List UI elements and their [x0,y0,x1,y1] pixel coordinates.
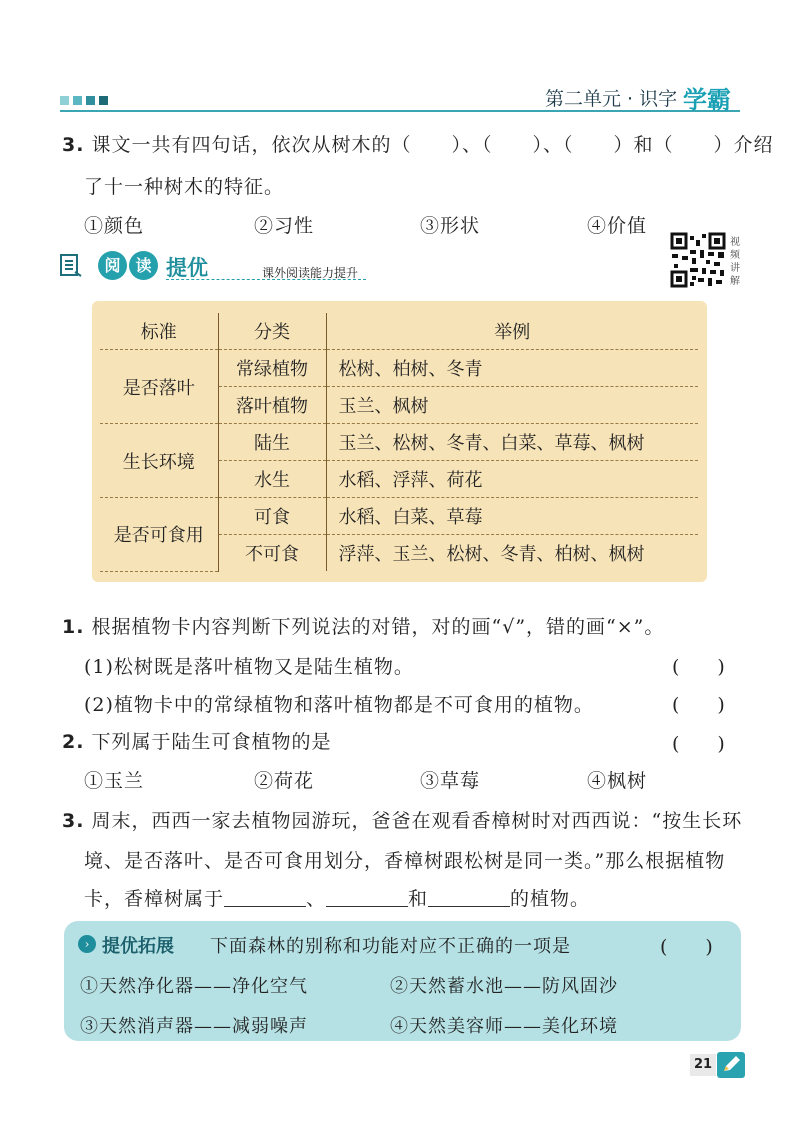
option-2: ②习性 [254,215,315,237]
option-3: ③形状 [420,215,481,237]
table-header: 标准 [100,313,218,350]
extension-option-1: ①天然净化器——净化空气 [80,976,308,997]
option-4: ④枫树 [587,770,648,792]
category-cell: 陆生 [218,424,326,461]
option-4: ④价值 [587,215,648,237]
answer-blank[interactable]: ( ) [672,694,725,716]
question-text: 、 [306,888,327,910]
criterion-cell: 生长环境 [100,424,218,498]
question-text: 根据植物卡内容判断下列说法的对错，对的画“√”，错的画“×”。 [91,616,665,638]
question-number: 1. [62,616,85,638]
reading-badge-char1: 阅 [98,251,127,280]
pencil-icon [717,1052,745,1078]
fill-blank[interactable] [428,888,510,907]
question-number: 2. [62,731,85,753]
option-2: ②荷花 [254,770,315,792]
reading-underline [166,279,366,280]
examples-cell: 浮萍、玉兰、松树、冬青、柏树、枫树 [338,544,645,565]
answer-blank[interactable]: ( ) [672,656,725,678]
extension-option-3: ③天然消声器——减弱噪声 [80,1016,308,1037]
arrow-icon: › [78,935,96,953]
plant-table [100,313,698,572]
reading-badge-strong: 提优 [166,256,208,280]
question-3-top-line2: 了十一种树木的特征。 [84,176,285,198]
header-decoration [60,96,108,105]
question-text: 课文一共有四句话，依次从树木的（ ）、（ ）、（ ）和（ ）介绍 [91,134,774,156]
category-cell: 水生 [218,461,326,498]
examples-cell: 松树、柏树、冬青 [326,350,698,387]
examples-cell: 玉兰、枫树 [326,387,698,424]
question-1-item-1: (1)松树既是落叶植物又是陆生植物。 [84,656,414,678]
question-text: 周末，西西一家去植物园游玩，爸爸在观看香樟树时对西西说：“按生长环 [91,810,743,832]
brand-logo: 学霸 [683,86,731,114]
extension-stem: 下面森林的别称和功能对应不正确的一项是 [210,936,571,957]
examples-cell: 水稻、浮萍、荷花 [326,461,698,498]
question-3-line2: 境、是否落叶、是否可食用划分，香樟树跟松树是同一类。”那么根据植物 [84,850,726,872]
table-header: 分类 [218,313,326,350]
fill-blank[interactable] [326,888,408,907]
question-2 [62,727,332,754]
category-cell: 落叶植物 [218,387,326,424]
question-1 [62,612,664,639]
criterion-cell: 是否落叶 [100,350,218,424]
option-1: ①颜色 [84,215,145,237]
category-cell: 不可食 [218,535,326,572]
table-row [100,350,698,387]
qr-code-icon[interactable] [670,232,726,288]
reading-badge-char2: 读 [129,251,158,280]
examples-cell: 玉兰、松树、冬青、白菜、草莓、枫树 [326,424,698,461]
examples-cell: 水稻、白菜、草莓 [326,498,698,535]
question-3-top-line1 [62,130,774,157]
question-text: 和 [408,888,429,910]
question-3 [62,806,742,833]
question-text: 卡，香樟树属于 [84,888,225,910]
answer-blank[interactable]: ( ) [672,733,725,755]
reading-list-icon [60,254,82,278]
extension-option-4: ④天然美容师——美化环境 [390,1016,618,1037]
reading-subtitle: 课外阅读能力提升 [262,266,359,280]
question-1-item-2: (2)植物卡中的常绿植物和落叶植物都是不可食用的植物。 [84,694,594,716]
category-cell: 常绿植物 [218,350,326,387]
question-number: 3. [62,134,85,156]
qr-caption: 视频讲解 [730,237,740,287]
table-header-row [100,313,698,350]
option-3: ③草莓 [420,770,481,792]
question-number: 3. [62,810,85,832]
extension-option-2: ②天然蓄水池——防风固沙 [390,976,618,997]
fill-blank[interactable] [224,888,306,907]
question-text: 下列属于陆生可食植物的是 [91,731,332,753]
page-number: 21 [690,1054,716,1076]
extension-tag: 提优拓展 [102,936,174,957]
section-title: 第二单元 · 识字 [545,88,678,110]
question-3-line3 [84,884,590,911]
option-1: ①玉兰 [84,770,145,792]
criterion-cell: 是否可食用 [100,498,218,572]
category-cell: 可食 [218,498,326,535]
table-row [100,498,698,535]
table-row [100,424,698,461]
answer-blank[interactable]: ( ) [660,936,713,958]
table-header: 举例 [326,313,698,350]
question-text: 的植物。 [510,888,591,910]
